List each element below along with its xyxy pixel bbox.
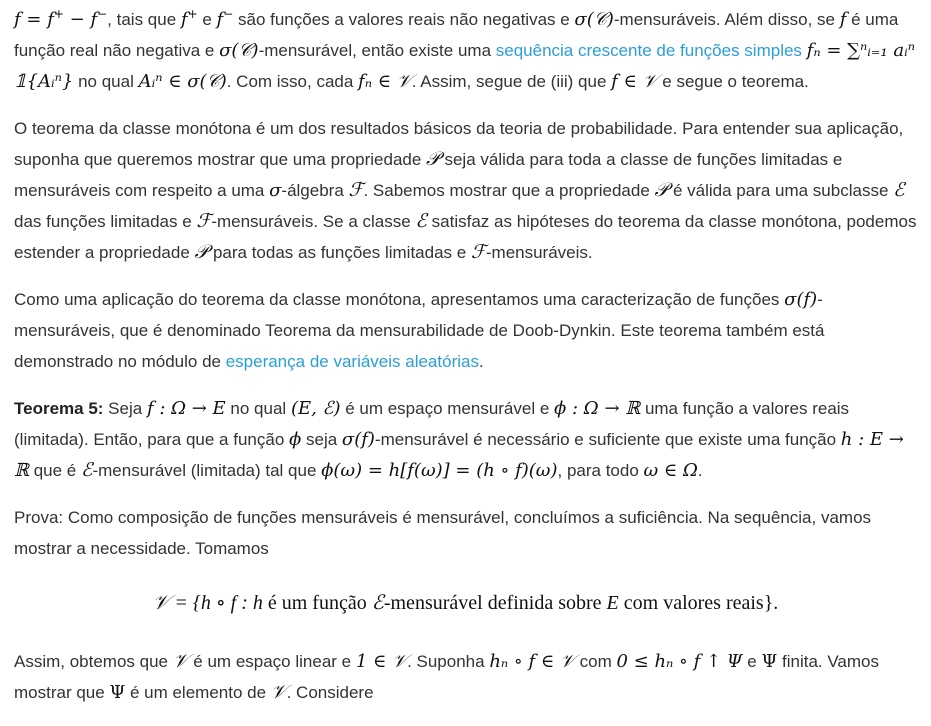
math-sigma-f: σ(f) bbox=[341, 429, 375, 450]
math-F: ℱ bbox=[470, 242, 486, 263]
math-P: 𝒫 bbox=[654, 180, 669, 201]
math-E: ℰ bbox=[415, 211, 427, 232]
math-f-plus: f+ bbox=[180, 7, 198, 30]
paragraph-doob-dynkin-intro: Como uma aplicação do teorema da classe monótona, apresentamos uma caracterização de funções σ(f)-mensuráveis, que é denominado Teorema da mensurabilidade de Doob-Dynkin. Este teorema também está demonstrado no módulo de esperança de variáveis aleatórias. bbox=[14, 289, 825, 371]
math-E: ℰ bbox=[893, 180, 905, 201]
math-f-map: f : Ω → E bbox=[146, 398, 226, 419]
math-P: 𝒫 bbox=[426, 149, 440, 170]
math-ain-in-sigma: Aᵢⁿ ∈ σ(𝒞) bbox=[138, 71, 227, 92]
math-f: f bbox=[839, 9, 847, 30]
document-body bbox=[0, 4, 931, 708]
math-phi-map: ϕ : Ω → ℝ bbox=[554, 398, 641, 419]
math-f-minus: f− bbox=[216, 7, 234, 30]
math-Psi: Ψ bbox=[761, 651, 778, 672]
math-omega-in-Omega: ω ∈ Ω bbox=[643, 460, 698, 481]
paragraph-linear-space: Assim, obtemos que 𝒱 é um espaço linear e 1 ∈ 𝒱. Suponha hₙ ∘ f ∈ 𝒱 com 0 ≤ hₙ ∘ f ↑ Ψ e Ψ finita. Vamos mostrar que Ψ é um elemento de 𝒱. Considere bbox=[14, 651, 880, 703]
math-Psi: Ψ bbox=[109, 682, 126, 703]
paragraph-positive-negative-parts: f = f+ − f−, tais que f+ e f− são funções a valores reais não negativas e σ(𝒞)-mensuráveis. Além disso, se f é uma função real não negativa e σ(𝒞)-mensurável, então existe uma sequência crescente de funções simples fₙ = ∑ⁿᵢ₌₁ aᵢⁿ 𝟙{Aᵢⁿ} no qual Aᵢⁿ ∈ σ(𝒞). Com isso, cada fₙ ∈ 𝒱. Assim, segue de (iii) que f ∈ 𝒱 e segue o teorema. bbox=[14, 7, 916, 92]
math-composition-eq: ϕ(ω) = h[f(ω)] = (h ∘ f)(ω) bbox=[321, 460, 558, 481]
math-F: ℱ bbox=[348, 180, 364, 201]
math-sigma-c: σ(𝒞) bbox=[219, 40, 259, 61]
math-E: ℰ bbox=[80, 460, 93, 481]
math-measurable-space: (E, ℰ) bbox=[290, 398, 341, 419]
link-increasing-simple-functions[interactable]: sequência crescente de funções simples bbox=[495, 41, 802, 60]
math-sigma-c: σ(𝒞) bbox=[574, 9, 614, 30]
math-V: 𝒱 bbox=[270, 682, 287, 703]
math-monotone-limit: 0 ≤ hₙ ∘ f ↑ Ψ bbox=[616, 651, 743, 672]
math-fn-sum: fₙ = ∑ⁿᵢ₌₁ aᵢⁿ 𝟙{Aᵢⁿ} bbox=[14, 40, 916, 92]
link-expectation-random-variables[interactable]: esperança de variáveis aleatórias bbox=[225, 352, 479, 371]
math-P: 𝒫 bbox=[194, 242, 209, 263]
paragraph-monotone-class-intro: O teorema da classe monótona é um dos resultados básicos da teoria de probabilidade. Para entender sua aplicação, suponha que queremos mostrar que uma propriedade 𝒫 seja válida para toda a classe de funções limitadas e mensuráveis com respeito a uma σ-álgebra ℱ. Sabemos mostrar que a propriedade 𝒫 é válida para uma subclasse ℰ das funções limitadas e ℱ-mensuráveis. Se a classe ℰ satisfaz as hipóteses do teorema da classe monótona, podemos estender a propriedade 𝒫 para todas as funções limitadas e ℱ-mensuráveis. bbox=[14, 119, 917, 263]
math-f-in-v: f ∈ 𝒱 bbox=[611, 71, 658, 92]
math-V: 𝒱 bbox=[172, 651, 189, 672]
display-equation-V: 𝒱 = {h ∘ f : h é um função ℰ-mensurável definida sobre E com valores reais}. bbox=[152, 592, 779, 614]
math-sigma: σ bbox=[269, 180, 282, 201]
math-phi: ϕ bbox=[289, 429, 302, 450]
math-F: ℱ bbox=[196, 211, 212, 232]
math-hn-f-in-V: hₙ ∘ f ∈ 𝒱 bbox=[489, 651, 575, 672]
math-f-decomposition: f = f+ − f− bbox=[14, 7, 108, 30]
theorem-label: Teorema 5: bbox=[14, 399, 104, 418]
math-fn-in-v: fₙ ∈ 𝒱 bbox=[358, 71, 412, 92]
math-h-map: h : E → ℝ bbox=[14, 429, 904, 481]
theorem-5: Teorema 5: Seja f : Ω → E no qual (E, ℰ) é um espaço mensurável e ϕ : Ω → ℝ uma função a valores reais (limitada). Então, para que a função ϕ seja σ(f)-mensurável é necessário e suficiente que existe uma função h : E → ℝ que é ℰ-mensurável (limitada) tal que ϕ(ω) = h[f(ω)] = (h ∘ f)(ω), para todo ω ∈ Ω. bbox=[14, 398, 904, 481]
proof-paragraph: Prova: Como composição de funções mensuráveis é mensurável, concluímos a suficiência. Na sequência, vamos mostrar a necessidade. Tomamos bbox=[14, 508, 872, 558]
math-one-in-V: 1 ∈ 𝒱 bbox=[355, 651, 408, 672]
math-sigma-f: σ(f) bbox=[784, 289, 818, 310]
